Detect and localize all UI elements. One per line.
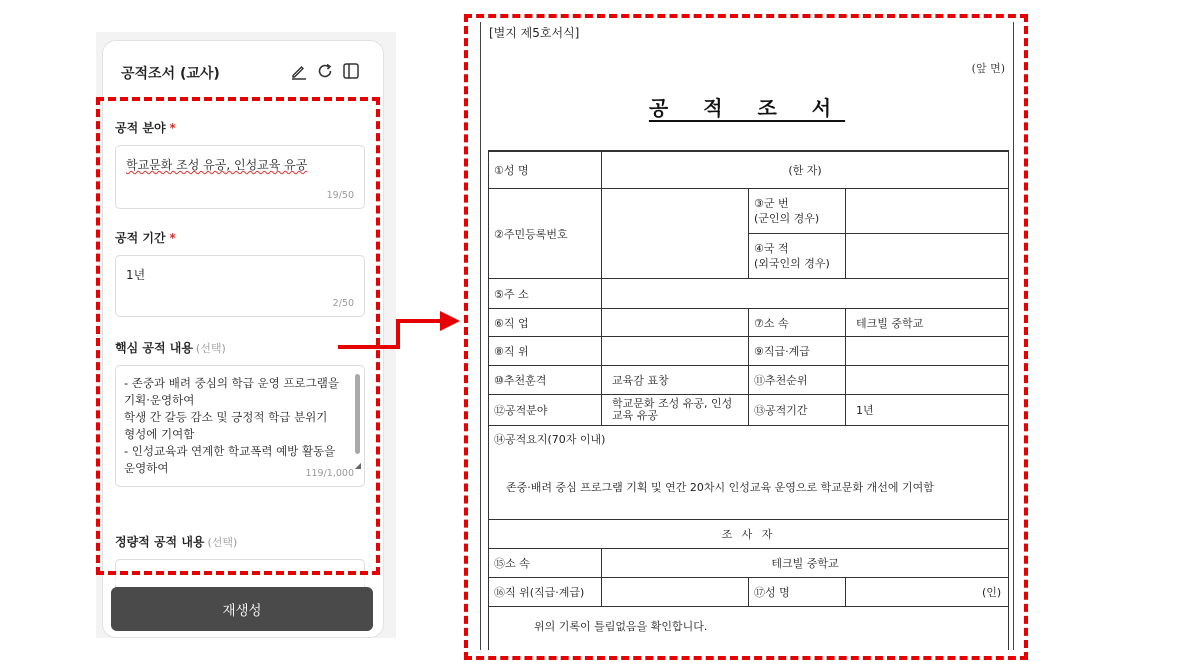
affiliation-label: ⑦소 속 xyxy=(754,316,789,330)
inv-affiliation-value: 테크빌 중학교 xyxy=(771,557,839,570)
investigator-header: 조 사 자 xyxy=(721,528,776,541)
edit-icon[interactable] xyxy=(289,61,309,81)
nationality-label: ④국 적 (외국인의 경우) xyxy=(754,242,830,270)
period-value: 1년 xyxy=(856,404,874,417)
rank-label: ⑪추천순위 xyxy=(754,374,808,387)
summary-label: ⑭공적요지(70자 이내) xyxy=(494,433,606,446)
inv-name-label: ⑰성 명 xyxy=(754,586,790,599)
refresh-icon[interactable] xyxy=(315,61,335,81)
panel-title: 공적조서 (교사) xyxy=(121,66,220,82)
name-value: (한 자) xyxy=(788,163,822,177)
merit-area-label: 공적 분야 * xyxy=(115,121,176,135)
grade-label: ⑨직급·계급 xyxy=(754,345,810,358)
seal-mark: (인) xyxy=(982,586,1002,599)
core-merit-text: - 존중과 배려 중심의 학급 운영 프로그램을 기획·운영하여 학생 간 갈등 감소 및 긍정적 학급 분위기 형성에 기여함 - 인성교육과 연계한 학교폭력 예방 활동을 운영하여 xyxy=(124,376,339,475)
field-value: 학교문화 조성 유공, 인성 교육 유공 xyxy=(612,397,733,422)
position-label: ⑧직 위 xyxy=(494,345,529,358)
merit-period-value: 1년 xyxy=(126,268,146,282)
name-label: ①성 명 xyxy=(494,163,529,177)
form-note: [별지 제5호서식] xyxy=(489,26,580,40)
sidebar-toggle-icon[interactable] xyxy=(341,61,361,81)
military-number-label: ③군 번 (군인의 경우) xyxy=(754,197,820,225)
core-merit-count: 119/1,000 xyxy=(305,468,354,479)
period-label: ⑬공적기간 xyxy=(754,404,808,417)
merit-area-count: 19/50 xyxy=(326,190,354,201)
rrn-label: ②주민등록번호 xyxy=(494,227,568,241)
inv-position-label: ⑯직 위(직급·계급) xyxy=(494,586,585,599)
summary-value: 존중·배려 중심 프로그램 기획 및 연간 20차시 인성교육 운영으로 학교문화 개선에 기여함 xyxy=(506,481,934,494)
job-label: ⑥직 업 xyxy=(494,316,529,330)
arrow-icon xyxy=(336,300,466,360)
core-merit-label: 핵심 공적 내용 (선택) xyxy=(115,341,226,355)
award-value: 교육감 표창 xyxy=(612,374,669,387)
merit-period-label: 공적 기간 * xyxy=(115,231,176,245)
merit-area-value: 학교문화 조성 유공, 인성교육 유공 xyxy=(126,158,308,172)
affiliation-value: 테크빌 중학교 xyxy=(856,316,924,330)
field-label: ⑫공적분야 xyxy=(494,404,548,417)
right-highlight-box xyxy=(464,14,1028,660)
resize-handle-icon[interactable]: ◢ xyxy=(354,461,361,470)
award-label: ⑩추천훈격 xyxy=(494,374,547,387)
inv-affiliation-label: ⑮소 속 xyxy=(494,557,530,570)
confirm-text: 위의 기록이 틀림없음을 확인합니다. xyxy=(534,620,708,633)
quant-merit-label: 정량적 공적 내용 (선택) xyxy=(115,535,238,549)
address-label: ⑤주 소 xyxy=(494,287,529,301)
regenerate-button[interactable]: 재생성 xyxy=(111,587,373,631)
document-title: 공 적 조 서 xyxy=(648,96,846,120)
front-side-note: (앞 면) xyxy=(971,62,1005,75)
merit-period-count: 2/50 xyxy=(332,298,354,309)
